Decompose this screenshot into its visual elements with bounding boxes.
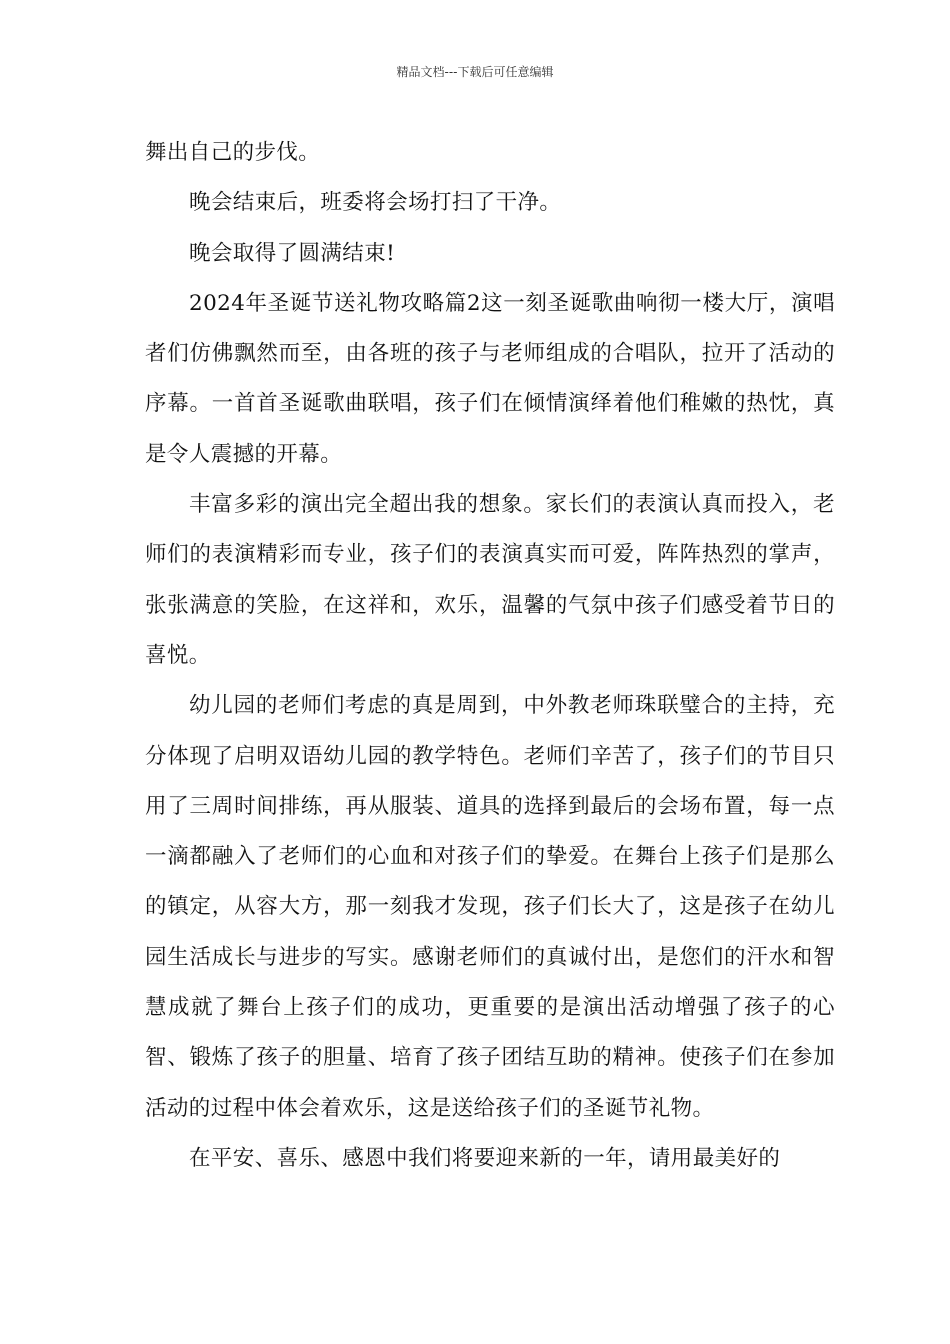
paragraph: 丰富多彩的演出完全超出我的想象。家长们的表演认真而投入，老师们的表演精彩而专业，孩子们的表演真实而可爱，阵阵热烈的掌声，张张满意的笑脸，在这祥和，欢乐，温馨的气氛中孩子们感受着节日的喜悦。 [145,492,835,668]
paragraph: 晚会取得了圆满结束! [189,240,396,266]
paragraph: 幼儿园的老师们考虑的真是周到，中外教老师珠联璧合的主持，充分体现了启明双语幼儿园的教学特色。老师们辛苦了，孩子们的节目只用了三周时间排练，再从服装、道具的选择到最后的会场布置，每一点一滴都融入了老师们的心血和对孩子们的挚爱。在舞台上孩子们是那么的镇定，从容大方，那一刻我才发现，孩子们长大了，这是孩子在幼儿园生活成长与进步的写实。感谢老师们的真诚付出，是您们的汗水和智慧成就了舞台上孩子们的成功，更重要的是演出活动增强了孩子的心智、锻炼了孩子的胆量、培育了孩子团结互助的精神。使孩子们在参加活动的过程中体会着欢乐，这是送给孩子们的圣诞节礼物。 [145,693,835,1121]
page-header: 精品文档---下载后可任意编辑 [396,65,554,79]
paragraph: 2024年圣诞节送礼物攻略篇2这一刻圣诞歌曲响彻一楼大厅，演唱者们仿佛飘然而至，由各班的孩子与老师组成的合唱队，拉开了活动的序幕。一首首圣诞歌曲联唱，孩子们在倾情演绎着他们稚嫩的热忱，真是令人震撼的开幕。 [145,290,835,467]
paragraph-continuation: 舞出自己的步伐。 [145,140,321,165]
paragraph: 晚会结束后，班委将会场打扫了干净。 [189,190,562,216]
document-body [145,128,835,1184]
paragraph: 在平安、喜乐、感恩中我们将要迎来新的一年，请用最美好的 [189,1145,781,1171]
